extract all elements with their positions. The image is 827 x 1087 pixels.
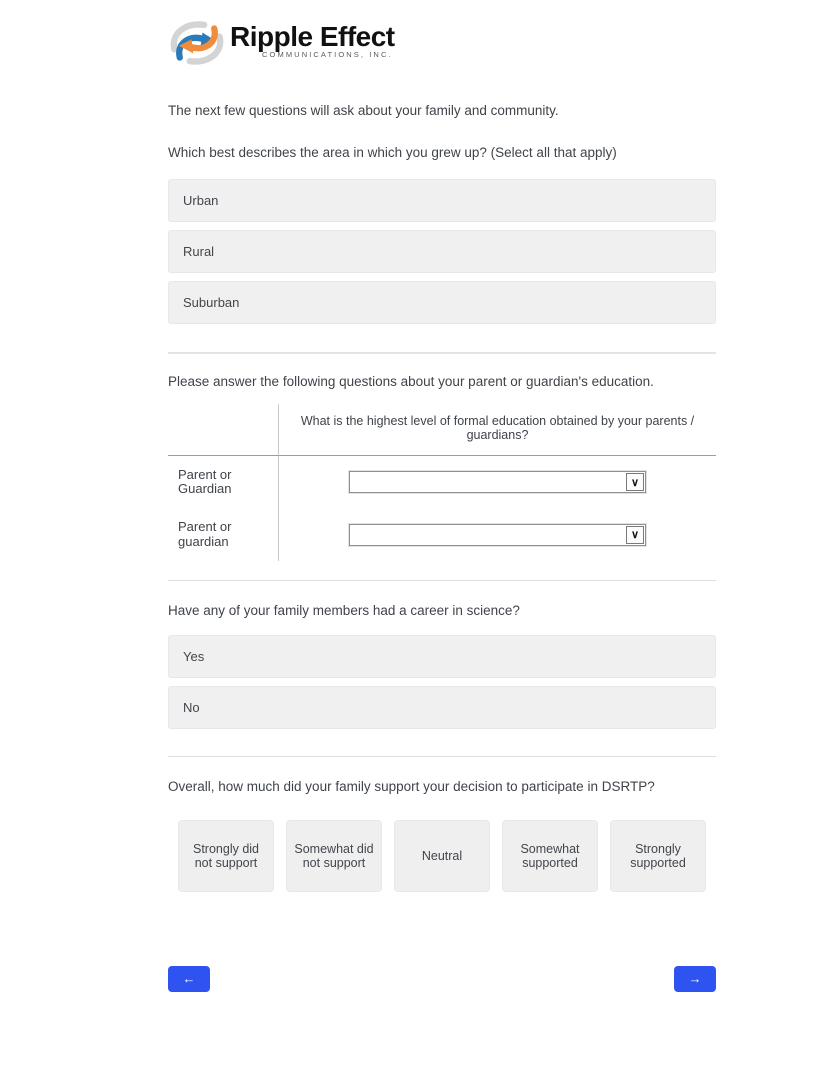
question-family-support: [168, 779, 716, 892]
option-suburban-label: Suburban: [183, 295, 240, 310]
ripple-effect-logo: [168, 15, 716, 73]
option-suburban[interactable]: [168, 281, 716, 324]
likert-strongly-did-not-support[interactable]: Strongly did not support: [178, 820, 274, 892]
education-row-label-1: Parent or Guardian: [178, 466, 232, 497]
question-area: [168, 145, 716, 324]
option-yes-label: Yes: [183, 648, 205, 664]
question-education: [168, 374, 716, 561]
education-row-cell-1: [278, 456, 716, 509]
option-no-label: No: [183, 699, 200, 715]
education-intro: Please answer the following questions about your parent or guardian's education.: [168, 374, 654, 389]
brand-name: Ripple Effect: [230, 21, 395, 52]
education-select-2[interactable]: [349, 524, 646, 546]
area-option-list: [168, 179, 716, 324]
education-row-label-2: Parent or guardian: [178, 519, 232, 549]
education-header-spacer: [168, 404, 278, 456]
education-column-header: What is the highest level of formal education obtained by your parents / guardians?: [278, 404, 716, 456]
likert-somewhat-supported[interactable]: Somewhat supported: [502, 820, 598, 892]
logo-text: [230, 23, 395, 59]
area-question-prompt: Which best describes the area in which you grew up? (Select all that apply): [168, 145, 617, 160]
education-select-1[interactable]: [349, 471, 646, 493]
family-support-scale: [168, 820, 716, 892]
chevron-down-icon[interactable]: ∨: [626, 473, 644, 491]
option-urban[interactable]: [168, 179, 716, 222]
question-science-career: [168, 603, 716, 729]
option-rural[interactable]: [168, 230, 716, 273]
science-career-prompt: Have any of your family members had a career in science?: [168, 602, 520, 618]
section-divider-3: [168, 756, 716, 757]
science-career-option-list: [168, 635, 716, 729]
intro-text: The next few questions will ask about your family and community.: [168, 103, 559, 118]
option-no[interactable]: [168, 686, 716, 729]
survey-page: [168, 0, 716, 1087]
family-support-prompt: Overall, how much did your family support your decision to participate in DSRTP?: [168, 778, 655, 794]
likert-strongly-supported[interactable]: Strongly supported: [610, 820, 706, 892]
section-divider-1: [168, 352, 716, 354]
ripple-swirl-icon: [168, 15, 226, 71]
section-divider-2: [168, 580, 716, 581]
likert-somewhat-did-not-support[interactable]: Somewhat did not support: [286, 820, 382, 892]
option-yes[interactable]: [168, 635, 716, 678]
back-button[interactable]: ←: [168, 966, 210, 992]
brand-tagline: COMMUNICATIONS, INC.: [262, 50, 393, 59]
education-row-cell-2: [278, 508, 716, 561]
chevron-down-icon[interactable]: ∨: [626, 526, 644, 544]
option-rural-label: Rural: [183, 244, 215, 259]
next-button[interactable]: →: [674, 966, 716, 992]
option-urban-label: Urban: [183, 193, 219, 208]
navigation: [168, 966, 716, 992]
likert-neutral[interactable]: Neutral: [394, 820, 490, 892]
education-table: [168, 404, 716, 561]
